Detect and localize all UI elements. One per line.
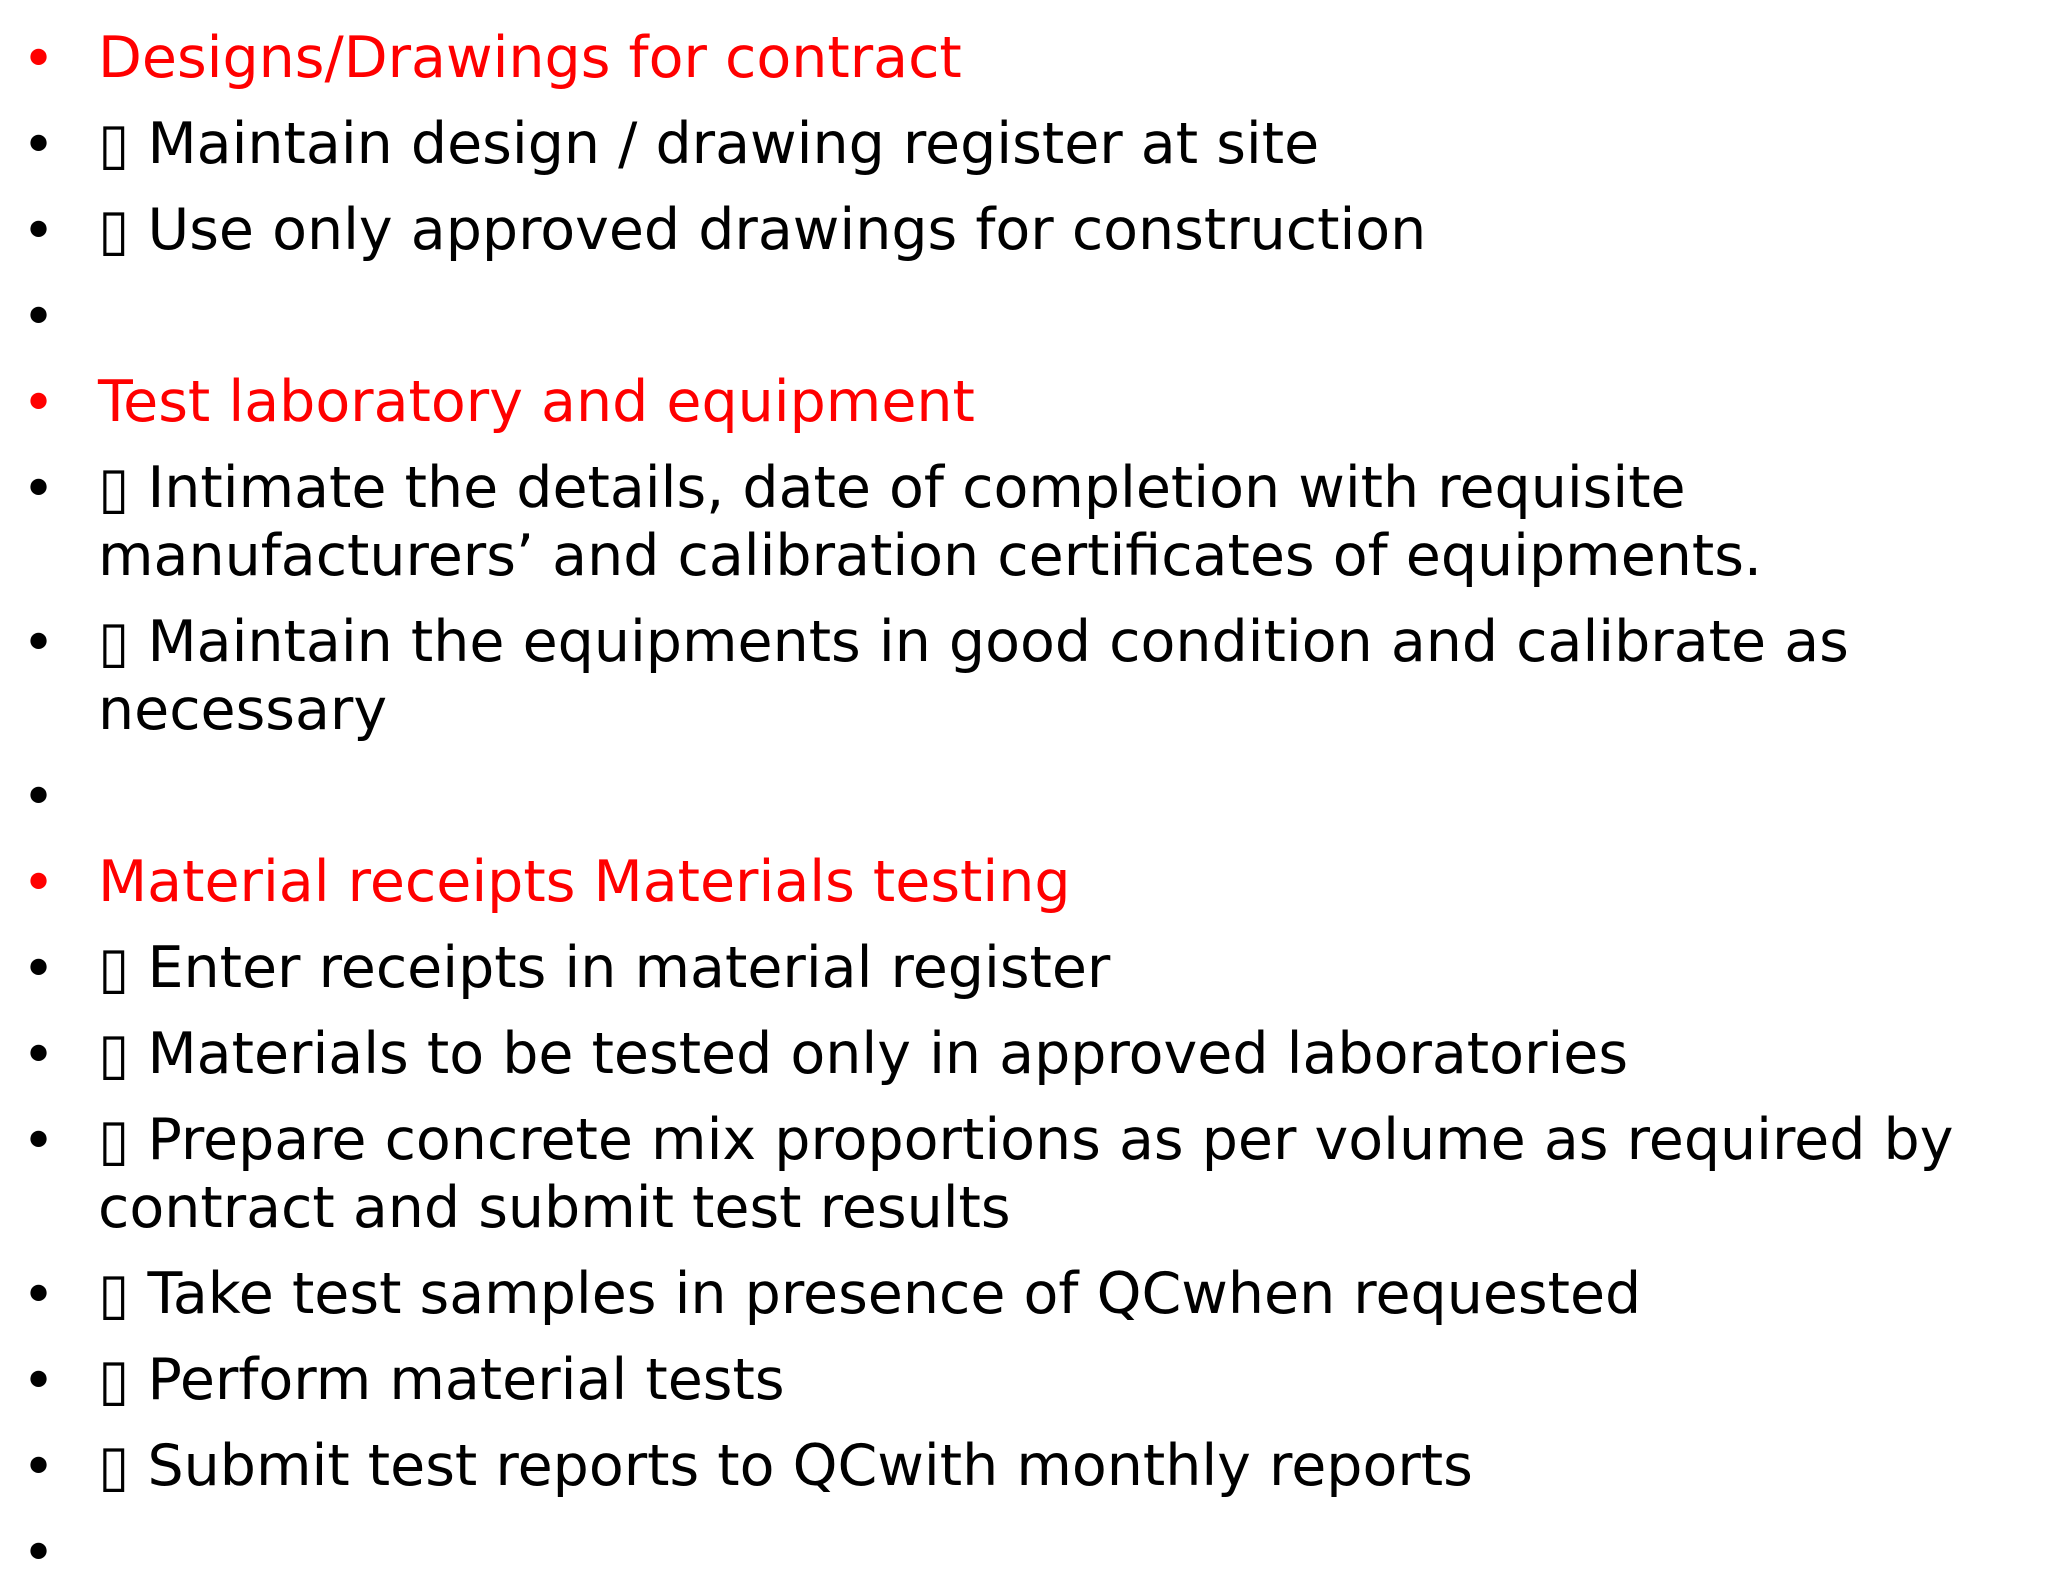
item-text: ▯ Intimate the details, date of completion with requisite manufacturers’ and calibration certificates of equipments. bbox=[98, 455, 1763, 589]
item-text: ▯ Use only approved drawings for construction bbox=[98, 197, 1427, 263]
bullet-icon: • bbox=[22, 199, 56, 264]
bullet-icon: • bbox=[22, 937, 56, 1002]
bullet-icon: • bbox=[22, 1521, 56, 1586]
item-text: ▯ Take test samples in presence of QCwhen requested bbox=[98, 1261, 1642, 1327]
bullet-icon: • bbox=[22, 851, 56, 916]
bullet-icon: • bbox=[22, 611, 56, 676]
bullet-icon: • bbox=[22, 765, 56, 830]
item-text: ▯ Submit test reports to QCwith monthly reports bbox=[98, 1433, 1473, 1499]
item-text: ▯ Enter receipts in material register bbox=[98, 935, 1111, 1001]
bullet-icon: • bbox=[22, 371, 56, 436]
bullet-icon: • bbox=[22, 285, 56, 350]
section-heading: Material receipts Materials testing bbox=[98, 849, 1071, 915]
item-text: ▯ Perform material tests bbox=[98, 1347, 785, 1413]
bullet-icon: • bbox=[22, 1023, 56, 1088]
bullet-icon: • bbox=[22, 1349, 56, 1414]
bullet-icon: • bbox=[22, 1263, 56, 1328]
section-heading: Test laboratory and equipment bbox=[98, 369, 975, 435]
section-heading: Designs/Drawings for contract bbox=[98, 25, 962, 91]
bullet-icon: • bbox=[22, 1109, 56, 1174]
bullet-icon: • bbox=[22, 457, 56, 522]
bullet-icon: • bbox=[22, 27, 56, 92]
bullet-icon: • bbox=[22, 1435, 56, 1500]
item-text: ▯ Maintain design / drawing register at site bbox=[98, 111, 1320, 177]
bullet-icon: • bbox=[22, 113, 56, 178]
item-text: ▯ Maintain the equipments in good condition and calibrate as necessary bbox=[98, 609, 1849, 743]
item-text: ▯ Materials to be tested only in approved laboratories bbox=[98, 1021, 1629, 1087]
item-text: ▯ Prepare concrete mix proportions as per volume as required by contract and submit test results bbox=[98, 1107, 1954, 1241]
